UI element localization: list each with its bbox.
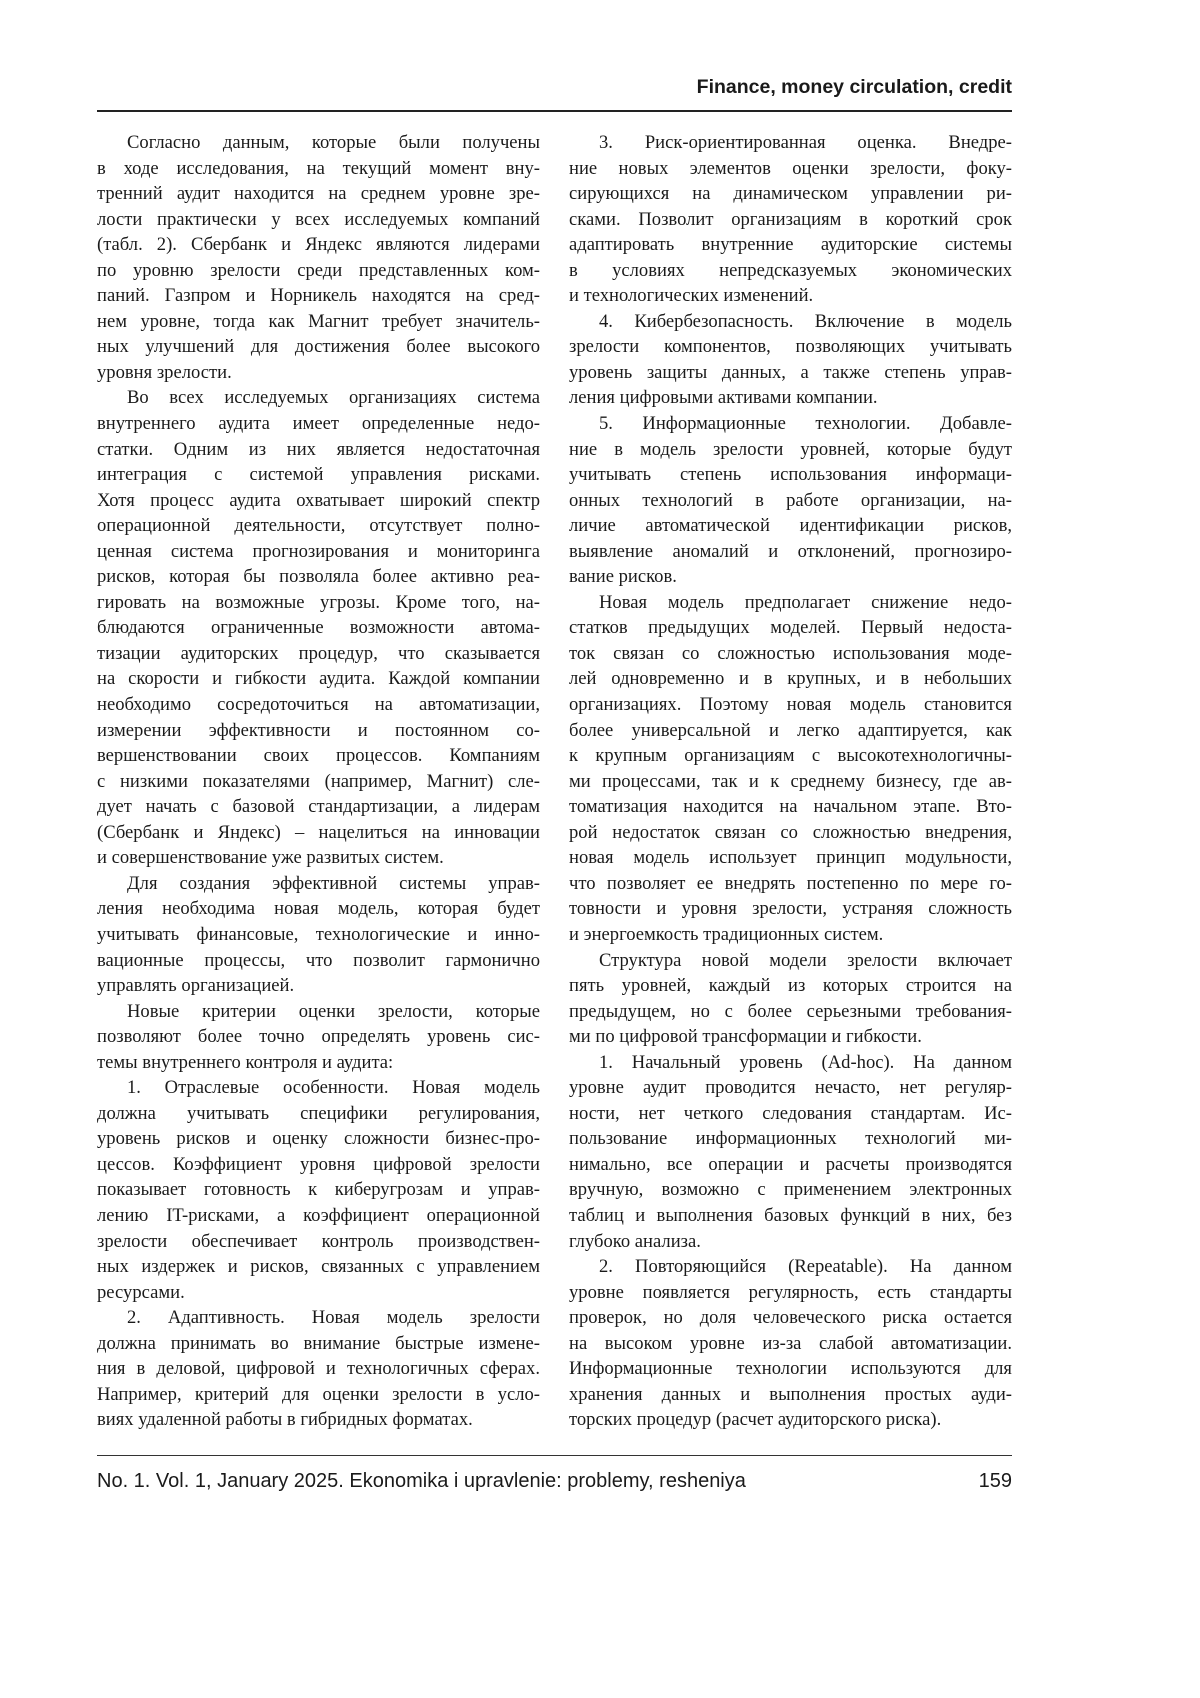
text-line: измерении эффективности и постоянном со- (97, 718, 540, 744)
text-line: сирующихся на динамическом управлении ри- (569, 181, 1012, 207)
text-line: ми по цифровой трансформации и гибкости. (569, 1024, 1012, 1050)
text-line: выявление аномалий и отклонений, прогнозиро- (569, 539, 1012, 565)
text-line: темы внутреннего контроля и аудита: (97, 1050, 540, 1076)
text-line: ток связан со сложностью использования моде- (569, 641, 1012, 667)
text-line: вручную, возможно с применением электронных (569, 1177, 1012, 1203)
text-line: в ходе исследования, на текущий момент вну- (97, 156, 540, 182)
paragraph (97, 999, 540, 1076)
text-line: 1. Отраслевые особенности. Новая модель (97, 1075, 540, 1101)
text-line: необходимо сосредоточиться на автоматизации, (97, 692, 540, 718)
text-line: уровня зрелости. (97, 360, 540, 386)
text-line: уровень рисков и оценку сложности бизнес-про- (97, 1126, 540, 1152)
text-line: организациях. Поэтому новая модель становится (569, 692, 1012, 718)
text-line: Информационные технологии используются для (569, 1356, 1012, 1382)
text-line: в условиях непредсказуемых экономических (569, 258, 1012, 284)
paragraph (569, 130, 1012, 309)
text-line: проверок, но доля человеческого риска остается (569, 1305, 1012, 1331)
paragraph (97, 1305, 540, 1433)
text-line: Во всех исследуемых организациях система (97, 385, 540, 411)
text-line: рой недостаток связан со сложностью внедрения, (569, 820, 1012, 846)
paragraph (569, 590, 1012, 948)
text-line: пользование информационных технологий ми- (569, 1126, 1012, 1152)
text-line: ности, нет четкого следования стандартам. Ис- (569, 1101, 1012, 1127)
text-line: глубоко анализа. (569, 1229, 1012, 1255)
text-line: адаптировать внутренние аудиторские системы (569, 232, 1012, 258)
text-line: Хотя процесс аудита охватывает широкий спектр (97, 488, 540, 514)
text-line: с низкими показателями (например, Магнит) сле- (97, 769, 540, 795)
text-line: 1. Начальный уровень (Ad-hoc). На данном (569, 1050, 1012, 1076)
text-line: 3. Риск-ориентированная оценка. Внедре- (569, 130, 1012, 156)
left-column (97, 130, 540, 1433)
text-line: показывает готовность к киберугрозам и управ- (97, 1177, 540, 1203)
text-line: хранения данных и выполнения простых ауди- (569, 1382, 1012, 1408)
text-line: на высоком уровне из-за слабой автоматизации. (569, 1331, 1012, 1357)
text-line: гировать на возможные угрозы. Кроме того, на- (97, 590, 540, 616)
text-line: лости практически у всех исследуемых компаний (97, 207, 540, 233)
text-line: уровне появляется регулярность, есть стандарты (569, 1280, 1012, 1306)
text-line: по уровню зрелости среди представленных ком- (97, 258, 540, 284)
paragraph (97, 130, 540, 385)
text-line: ми процессами, так и к среднему бизнесу, где ав- (569, 769, 1012, 795)
running-header: Finance, money circulation, credit (97, 76, 1012, 99)
text-line: уровень защиты данных, а также степень управ- (569, 360, 1012, 386)
text-line: Согласно данным, которые были получены (97, 130, 540, 156)
text-line: статки. Одним из них является недостаточная (97, 437, 540, 463)
text-line: ние в модель зрелости уровней, которые будут (569, 437, 1012, 463)
text-line: онных технологий в работе организации, на- (569, 488, 1012, 514)
text-line: тренний аудит находится на среднем уровне зре- (97, 181, 540, 207)
text-line: рисков, которая бы позволяла более активно реа- (97, 564, 540, 590)
footer (97, 1470, 1012, 1493)
text-line: товности и уровня зрелости, устраняя сложность (569, 896, 1012, 922)
text-line: и совершенствование уже развитых систем. (97, 845, 540, 871)
text-line: что позволяет ее внедрять постепенно по мере го- (569, 871, 1012, 897)
text-line: виях удаленной работы в гибридных форматах. (97, 1407, 540, 1433)
text-line: (табл. 2). Сбербанк и Яндекс являются лидерами (97, 232, 540, 258)
text-line: позволяют более точно определять уровень сис- (97, 1024, 540, 1050)
text-line: дует начать с базовой стандартизации, а лидерам (97, 794, 540, 820)
text-line: и энергоемкость традиционных систем. (569, 922, 1012, 948)
text-line: таблиц и выполнения базовых функций в них, без (569, 1203, 1012, 1229)
page-number: 159 (979, 1470, 1012, 1493)
text-line: Новая модель предполагает снижение недо- (569, 590, 1012, 616)
text-line: зрелости компонентов, позволяющих учитывать (569, 334, 1012, 360)
text-line: ценная система прогнозирования и мониторинга (97, 539, 540, 565)
text-line: пять уровней, каждый из которых строится на (569, 973, 1012, 999)
text-line: ние новых элементов оценки зрелости, фоку- (569, 156, 1012, 182)
text-line: и технологических изменений. (569, 283, 1012, 309)
text-line: цессов. Коэффициент уровня цифровой зрелости (97, 1152, 540, 1178)
journal-citation: No. 1. Vol. 1, January 2025. Ekonomika i upravlenie: problemy, resheniya (97, 1470, 746, 1493)
text-line: к крупным организациям с высокотехнологичны- (569, 743, 1012, 769)
text-line: операционной деятельности, отсутствует полно- (97, 513, 540, 539)
text-line: торских процедур (расчет аудиторского риска). (569, 1407, 1012, 1433)
text-line: новая модель использует принцип модульности, (569, 845, 1012, 871)
text-line: томатизация находится на начальном этапе. Вто- (569, 794, 1012, 820)
text-line: ных издержек и рисков, связанных с управлением (97, 1254, 540, 1280)
text-line: предыдущем, но с более серьезными требования- (569, 999, 1012, 1025)
right-column (569, 130, 1012, 1433)
text-line: вание рисков. (569, 564, 1012, 590)
footer-divider (97, 1455, 1012, 1456)
text-line: 5. Информационные технологии. Добавле- (569, 411, 1012, 437)
text-line: Например, критерий для оценки зрелости в усло- (97, 1382, 540, 1408)
text-line: учитывать финансовые, технологические и инно- (97, 922, 540, 948)
paragraph (569, 411, 1012, 590)
text-line: более универсальной и легко адаптируется, как (569, 718, 1012, 744)
text-line: лей одновременно и в крупных, и в небольших (569, 666, 1012, 692)
text-line: 4. Кибербезопасность. Включение в модель (569, 309, 1012, 335)
text-line: паний. Газпром и Норникель находятся на сред- (97, 283, 540, 309)
text-line: уровне аудит проводится нечасто, нет регуляр- (569, 1075, 1012, 1101)
text-line: учитывать степень использования информаци- (569, 462, 1012, 488)
text-line: должна учитывать специфики регулирования, (97, 1101, 540, 1127)
text-line: ния в деловой, цифровой и технологичных сферах. (97, 1356, 540, 1382)
text-line: статков предыдущих моделей. Первый недоста- (569, 615, 1012, 641)
paragraph (97, 385, 540, 870)
paragraph (569, 948, 1012, 1050)
text-line: ления необходима новая модель, которая будет (97, 896, 540, 922)
text-line: ных улучшений для достижения более высокого (97, 334, 540, 360)
text-line: вационные процессы, что позволит гармонично (97, 948, 540, 974)
text-line: сками. Позволит организациям в короткий срок (569, 207, 1012, 233)
paragraph (97, 1075, 540, 1305)
text-line: 2. Повторяющийся (Repeatable). На данном (569, 1254, 1012, 1280)
text-line: тизации аудиторских процедур, что сказывается (97, 641, 540, 667)
text-line: на скорости и гибкости аудита. Каждой компании (97, 666, 540, 692)
header-divider (97, 110, 1012, 112)
text-line: вершенствовании своих процессов. Компаниям (97, 743, 540, 769)
text-line: ресурсами. (97, 1280, 540, 1306)
paragraph (569, 309, 1012, 411)
paragraph (569, 1050, 1012, 1254)
text-line: нем уровне, тогда как Магнит требует значитель- (97, 309, 540, 335)
text-line: интеграция с системой управления рисками. (97, 462, 540, 488)
paragraph (569, 1254, 1012, 1433)
text-line: личие автоматической идентификации рисков, (569, 513, 1012, 539)
text-line: нимально, все операции и расчеты производятся (569, 1152, 1012, 1178)
text-line: внутреннего аудита имеет определенные недо- (97, 411, 540, 437)
text-line: ления цифровыми активами компании. (569, 385, 1012, 411)
text-line: лению IT-рисками, а коэффициент операционной (97, 1203, 540, 1229)
text-line: Для создания эффективной системы управ- (97, 871, 540, 897)
text-line: 2. Адаптивность. Новая модель зрелости (97, 1305, 540, 1331)
text-line: Новые критерии оценки зрелости, которые (97, 999, 540, 1025)
text-line: Структура новой модели зрелости включает (569, 948, 1012, 974)
text-line: управлять организацией. (97, 973, 540, 999)
text-line: (Сбербанк и Яндекс) – нацелиться на инновации (97, 820, 540, 846)
paragraph (97, 871, 540, 999)
text-line: зрелости обеспечивает контроль производствен- (97, 1229, 540, 1255)
text-line: блюдаются ограниченные возможности автома- (97, 615, 540, 641)
text-line: должна принимать во внимание быстрые измене- (97, 1331, 540, 1357)
